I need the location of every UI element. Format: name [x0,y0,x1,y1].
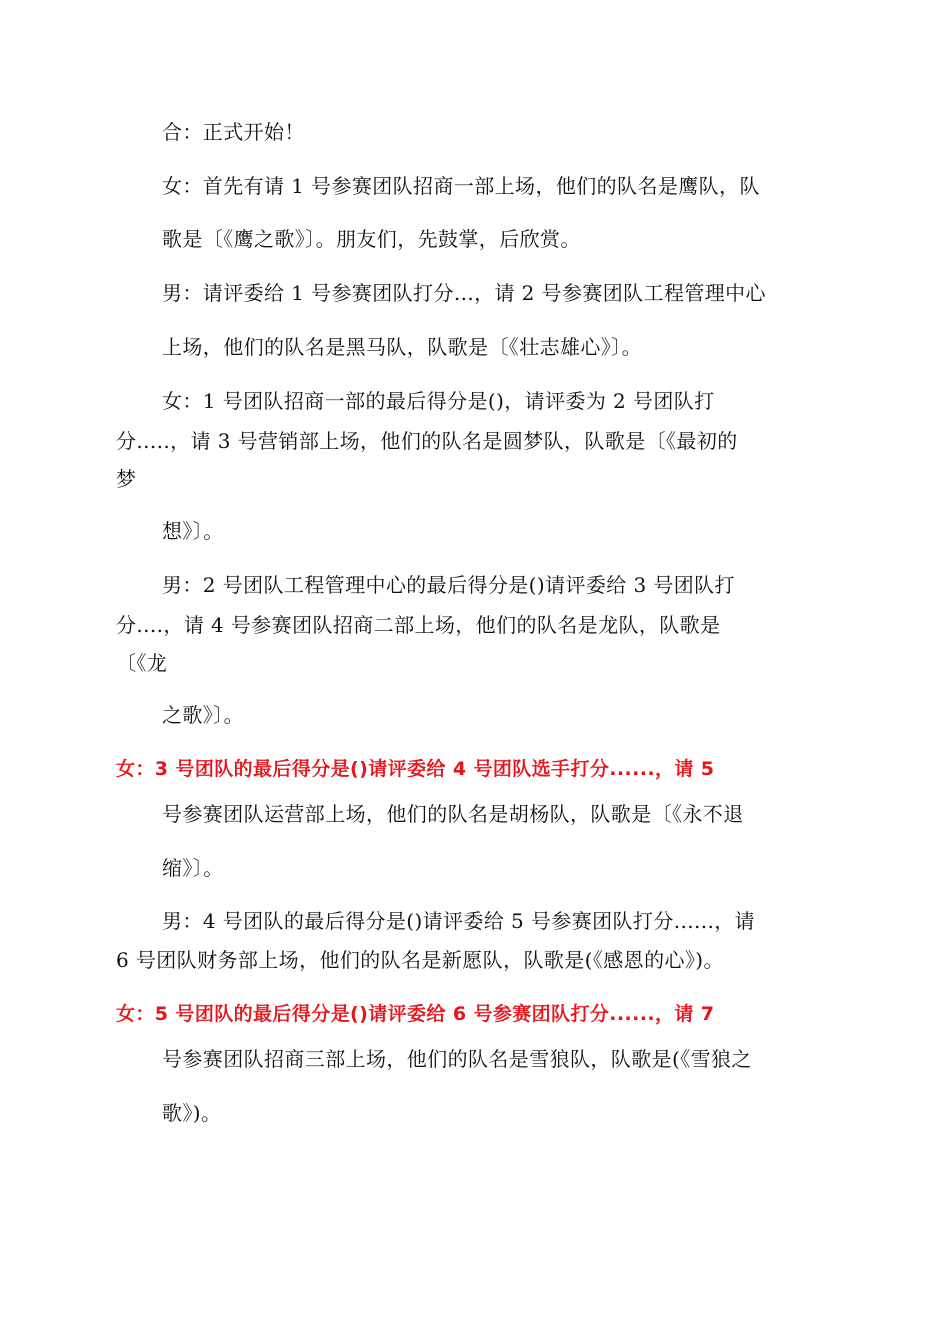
text-line-17: 6 号团队财务部上场，他们的队名是新愿队，队歌是(《感恩的心》)。 [116,948,724,972]
text-line-14: 号参赛团队运营部上场，他们的队名是胡杨队，队歌是〔《永不退 [162,802,744,826]
highlighted-text-line-2: 女：5 号团队的最后得分是()请评委给 6 号参赛团队打分......，请 7 [116,1003,715,1025]
text-line-11: 分....，请 4 号参赛团队招商二部上场，他们的队名是龙队，队歌是 [116,613,721,637]
text-line-6: 女：1 号团队招商一部的最后得分是()，请评委为 2 号团队打 [162,389,715,413]
text-line-3: 歌是〔《鹰之歌》〕。朋友们，先鼓掌，后欣赏。 [162,227,581,251]
text-line-12: 〔《龙 [116,651,168,675]
text-line-1: 合：正式开始！ [162,120,305,144]
text-line-10: 男：2 号团队工程管理中心的最后得分是()请评委给 3 号团队打 [162,573,735,597]
text-line-4: 男：请评委给 1 号参赛团队打分...，请 2 号参赛团队工程管理中心 [162,281,766,305]
text-line-7: 分.....，请 3 号营销部上场，他们的队名是圆梦队，队歌是〔《最初的 [116,429,738,453]
text-line-15: 缩》〕。 [162,856,224,880]
text-line-16: 男：4 号团队的最后得分是()请评委给 5 号参赛团队打分......，请 [162,909,756,933]
text-line-13: 之歌》〕。 [162,703,244,727]
text-line-19: 歌》)。 [162,1101,222,1125]
text-line-9: 想》〕。 [162,519,224,543]
text-line-18: 号参赛团队招商三部上场，他们的队名是雪狼队，队歌是(《雪狼之 [162,1047,752,1071]
text-line-5: 上场，他们的队名是黑马队，队歌是〔《壮志雄心》〕。 [162,335,642,359]
highlighted-text-line-1: 女：3 号团队的最后得分是()请评委给 4 号团队选手打分......，请 5 [116,758,715,780]
text-line-2: 女：首先有请 1 号参赛团队招商一部上场，他们的队名是鹰队，队 [162,174,760,198]
text-line-8: 梦 [116,467,137,491]
